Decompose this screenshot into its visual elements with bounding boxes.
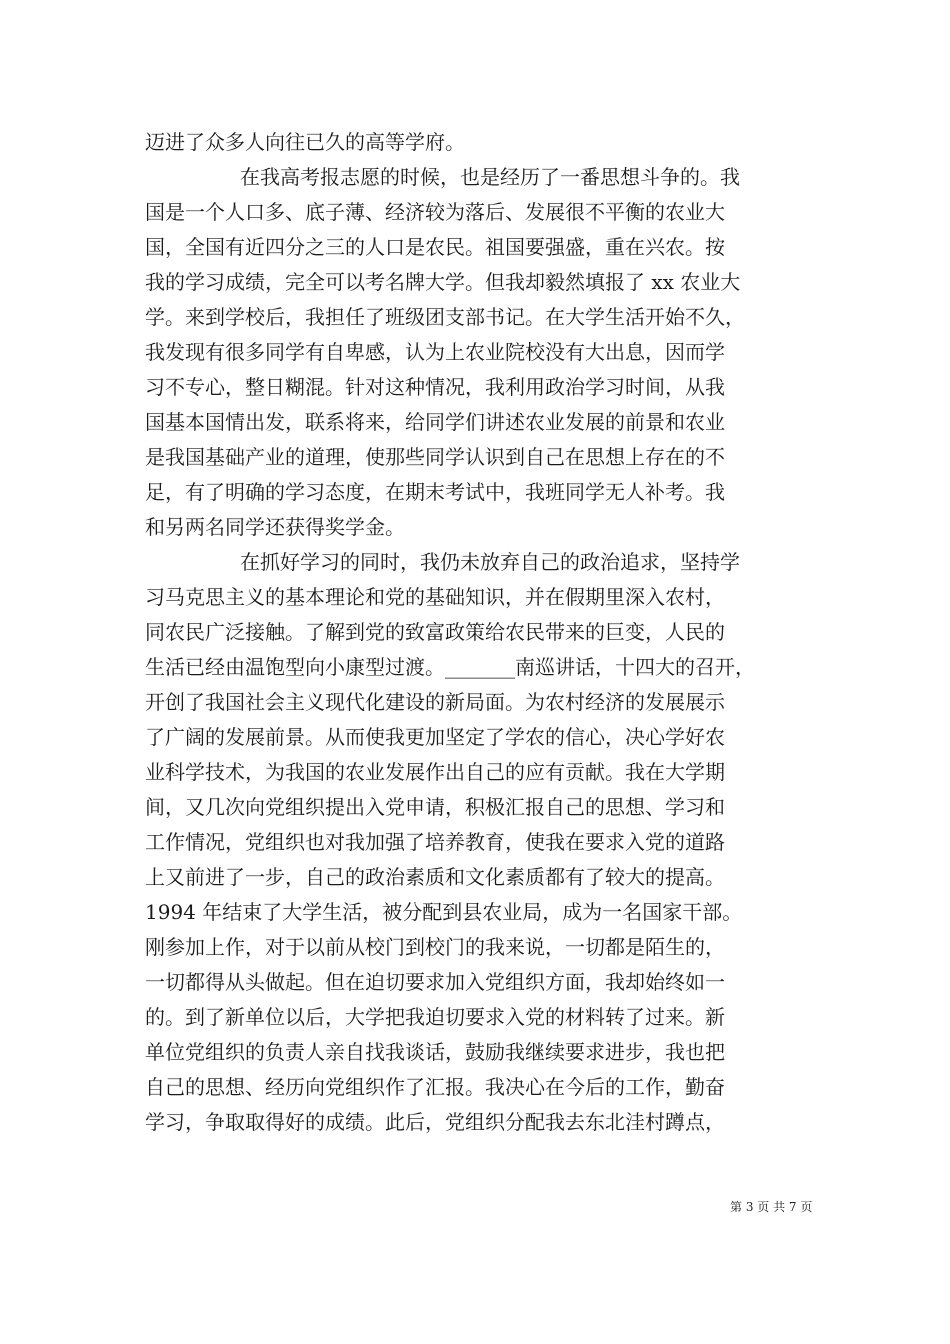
text-line: 自己的思想、经历向党组织作了汇报。我决心在今后的工作，勤奋 xyxy=(145,1075,725,1099)
text-line: 国基本国情出发，联系将来，给同学们讲述农业发展的前景和农业 xyxy=(145,410,725,434)
text-line: 国，全国有近四分之三的人口是农民。祖国要强盛，重在兴农。按 xyxy=(145,235,725,259)
text-line: 在我高考报志愿的时候，也是经历了一番思想斗争的。我 xyxy=(240,165,740,189)
text-line: 单位党组织的负责人亲自找我谈话，鼓励我继续要求进步，我也把 xyxy=(145,1040,725,1064)
text-line: 开创了我国社会主义现代化建设的新局面。为农村经济的发展展示 xyxy=(145,690,725,714)
text-line: 和另两名同学还获得奖学金。 xyxy=(145,515,405,539)
text-line: 在抓好学习的同时，我仍未放弃自己的政治追求，坚持学 xyxy=(240,550,740,574)
text-line: 同农民广泛接触。了解到党的致富政策给农民带来的巨变，人民的 xyxy=(145,620,725,644)
text-line: 我的学习成绩，完全可以考名牌大学。但我却毅然填报了 xx 农业大 xyxy=(145,270,741,294)
text-line: 学。来到学校后，我担任了班级团支部书记。在大学生活开始不久， xyxy=(145,305,745,329)
text-line: 生活已经由温饱型向小康型过渡。_______南巡讲话，十四大的召开， xyxy=(145,655,755,679)
text-line: 国是一个人口多、底子薄、经济较为落后、发展很不平衡的农业大 xyxy=(145,200,725,224)
text-line: 业科学技术，为我国的农业发展作出自己的应有贡献。我在大学期 xyxy=(145,760,725,784)
text-line: 的。到了新单位以后，大学把我迫切要求入党的材料转了过来。新 xyxy=(145,1005,725,1029)
text-line: 间，又几次向党组织提出入党申请，积极汇报自己的思想、学习和 xyxy=(145,795,725,819)
text-line: 习不专心，整日糊混。针对这种情况，我利用政治学习时间，从我 xyxy=(145,375,725,399)
text-line: 足，有了明确的学习态度，在期末考试中，我班同学无人补考。我 xyxy=(145,480,725,504)
text-line: 是我国基础产业的道理，使那些同学认识到自己在思想上存在的不 xyxy=(145,445,725,469)
text-line: 上又前进了一步，自己的政治素质和文化素质都有了较大的提高。 xyxy=(145,865,725,889)
text-line: 学习，争取取得好的成绩。此后，党组织分配我去东北洼村蹲点， xyxy=(145,1110,725,1134)
text-line: 习马克思主义的基本理论和党的基础知识，并在假期里深入农村， xyxy=(145,585,725,609)
text-line: 了广阔的发展前景。从而使我更加坚定了学农的信心，决心学好农 xyxy=(145,725,725,749)
text-line: 我发现有很多同学有自卑感，认为上农业院校没有大出息，因而学 xyxy=(145,340,725,364)
text-line: 工作情况，党组织也对我加强了培养教育，使我在要求入党的道路 xyxy=(145,830,725,854)
text-line: 一切都得从头做起。但在迫切要求加入党组织方面，我却始终如一 xyxy=(145,970,725,994)
text-line: 刚参加上作，对于以前从校门到校门的我来说，一切都是陌生的， xyxy=(145,935,725,959)
text-line: 1994 年结束了大学生活，被分配到县农业局，成为一名国家干部。 xyxy=(145,900,743,924)
text-line: 迈进了众多人向往已久的高等学府。 xyxy=(145,130,465,154)
page-number: 第 3 页 共 7 页 xyxy=(730,1200,813,1214)
